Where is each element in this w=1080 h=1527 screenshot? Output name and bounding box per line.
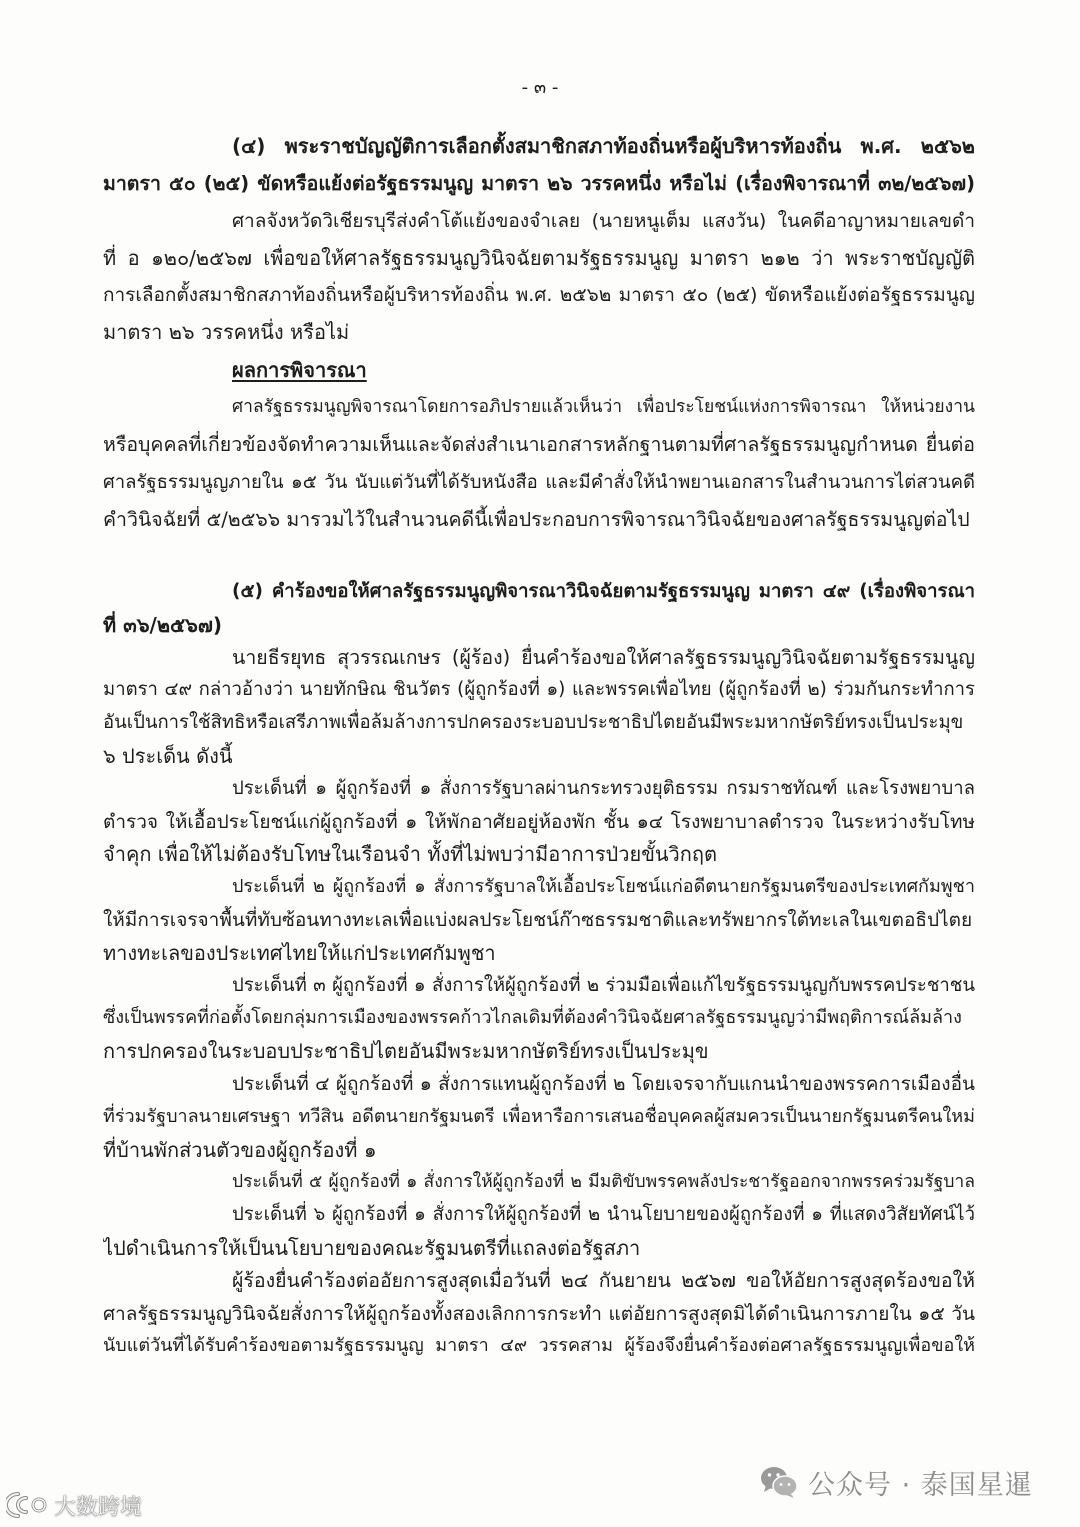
paragraph-line: จำคุก เพื่อให้ไม่ต้องรับโทษในเรือนจำ ทั้งที่ไม่พบว่ามีอาการป่วยขั้นวิกฤต (103, 842, 717, 867)
paragraph-line: อันเป็นการใช้สิทธิหรือเสรีภาพเพื่อล้มล้างการปกครองระบอบประชาธิปไตยอันมีพระมหากษัตริย์ทรงเป็นประมุข (103, 712, 964, 734)
brand-logo-icon (6, 1490, 50, 1520)
paragraph-line: ที่ร่วมรัฐบาลนายเศรษฐา ทวีสิน อดีตนายกรัฐมนตรี เพื่อหารือการเสนอชื่อบุคคลผู้สมควรเป็นนายกรัฐมนตรีคนใหม่ (103, 1105, 975, 1127)
paragraph-line: หรือบุคคลที่เกี่ยวข้องจัดทำความเห็นและจัดส่งสำเนาเอกสารหลักฐานตามที่ศาลรัฐธรรมนูญกำหนด ยื่นต่อ (103, 433, 975, 457)
paragraph-line: คำวินิจฉัยที่ ๕/๒๕๖๖ มารวมไว้ในสำนวนคดีนี้เพื่อประกอบการพิจารณาวินิจฉัยของศาลรัฐธรรมนูญต่อไป (103, 507, 970, 531)
paragraph-line: ซึ่งเป็นพรรคที่ก่อตั้งโดยกลุ่มการเมืองของพรรคก้าวไกลเดิมที่ต้องคำวินิจฉัยศาลรัฐธรรมนูญว่ามีพฤติการณ์ล้มล้าง (103, 1007, 962, 1029)
paragraph-line: นับแต่วันที่ได้รับคำร้องขอตามรัฐธรรมนูญ มาตรา ๔๙ วรรคสาม ผู้ร้องจึงยื่นคำร้องต่อศาลรัฐธรรมนูญเพื่อขอให้ (103, 1335, 975, 1357)
paragraph-line: มาตรา ๒๖ วรรคหนึ่ง หรือไม่ (103, 320, 350, 345)
paragraph-line: นายธีรยุทธ สุวรรณเกษร (ผู้ร้อง) ยื่นคำร้องขอให้ศาลรัฐธรรมนูญวินิจฉัยตามรัฐธรรมนูญ (232, 645, 975, 669)
wechat-icon (760, 1465, 798, 1499)
paragraph-line: ศาลรัฐธรรมนูญวินิจฉัยสั่งการให้ผู้ถูกร้องทั้งสองเลิกการกระทำ แต่อัยการสูงสุดมิได้ดำเนินการภายใน ๑๕ วัน (103, 1302, 975, 1325)
paragraph-line: ที่บ้านพักส่วนตัวของผู้ถูกร้องที่ ๑ (103, 1137, 377, 1162)
paragraph-line: ประเด็นที่ ๓ ผู้ถูกร้องที่ ๑ สั่งการให้ผู้ถูกร้องที่ ๒ ร่วมมือเพื่อแก้ไขรัฐธรรมนูญกับพรรคประชาชน (232, 974, 975, 996)
paragraph-line: ไปดำเนินการให้เป็นนโยบายของคณะรัฐมนตรีที่แถลงต่อรัฐสภา (103, 1235, 641, 1260)
paragraph-line: การปกครองในระบอบประชาธิปไตยอันมีพระมหากษัตริย์ทรงเป็นประมุข (103, 1039, 709, 1064)
wechat-watermark (760, 1462, 1060, 1502)
heading-line: (๕) คำร้องขอให้ศาลรัฐธรรมนูญพิจารณาวินิจฉัยตามรัฐธรรมนูญ มาตรา ๔๙ (เรื่องพิจารณา (232, 581, 975, 602)
agenda-item-4 (103, 128, 975, 538)
heading-line: ที่ ๓๖/๒๕๖๗) (103, 612, 223, 637)
brand-label: 大数跨境 (54, 1494, 143, 1520)
paragraph-line: ให้มีการเจรจาพื้นที่ทับซ้อนทางทะเลเพื่อแบ่งผลประโยชน์ก๊าซธรรมชาติและทรัพยากรใต้ทะเลในเขตอธิปไตย (103, 908, 973, 931)
paragraph-line: ประเด็นที่ ๑ ผู้ถูกร้องที่ ๑ สั่งการรัฐบาลผ่านกระทรวงยุติธรรม กรมราชทัณฑ์ และโรงพยาบาล (232, 777, 975, 799)
item-4-summary (103, 203, 975, 352)
paragraph-line: ศาลจังหวัดวิเชียรบุรีส่งคำโต้แย้งของจำเลย (นายหนูเต็ม แสงวัน) ในคดีอาญาหมายเลขดำ (232, 209, 975, 232)
wechat-account-label: 公众号 · 泰国星暹 (808, 1469, 1033, 1501)
petition-intro (103, 642, 975, 773)
paragraph-line: ประเด็นที่ ๔ ผู้ถูกร้องที่ ๑ สั่งการแทนผู้ถูกร้องที่ ๒ โดยเจรจากับแกนนำของพรรคการเมืองอื่น (232, 1072, 975, 1095)
paragraph-line: ๖ ประเด็น ดังนี้ (103, 743, 233, 768)
paragraph-line: ประเด็นที่ ๖ ผู้ถูกร้องที่ ๑ สั่งการให้ผู้ถูกร้องที่ ๒ นำนโยบายของผู้ถูกร้องที่ ๑ ที่แสดงวิสัยทัศน์ไว้ (232, 1204, 975, 1226)
result-title: ผลการพิจารณา (232, 357, 367, 382)
page-number: - ๓ - (521, 77, 559, 98)
issue-3 (103, 970, 975, 1068)
issue-2 (103, 871, 975, 969)
item-4-heading (103, 128, 975, 203)
paragraph-line: มาตรา ๔๙ กล่าวอ้างว่า นายทักษิณ ชินวัตร (ผู้ถูกร้องที่ ๑) และพรรคเพื่อไทย (ผู้ถูกร้องที่ ๒) ร่วมกันกระทำการ (103, 679, 975, 701)
paragraph-line: ประเด็นที่ ๒ ผู้ถูกร้องที่ ๑ สั่งการรัฐบาลให้เอื้อประโยชน์แก่อดีตนายกรัฐมนตรีของประเทศกัมพูชา (232, 876, 975, 898)
heading-line: มาตรา ๕๐ (๒๕) ขัดหรือแย้งต่อรัฐธรรมนูญ มาตรา ๒๖ วรรคหนึ่ง หรือไม่ (เรื่องพิจารณาที่ ๓๒/๒๕๖๗) (103, 172, 975, 196)
paragraph-line: ศาลรัฐธรรมนูญพิจารณาโดยการอภิปรายแล้วเห็นว่า เพื่อประโยชน์แห่งการพิจารณา ให้หน่วยงาน (232, 397, 975, 418)
paragraph-line: ทางทะเลของประเทศไทยให้แก่ประเทศกัมพูชา (103, 940, 496, 965)
paragraph-line: การเลือกตั้งสมาชิกสภาท้องถิ่นหรือผู้บริหารท้องถิ่น พ.ศ. ๒๕๖๒ มาตรา ๕๐ (๒๕) ขัดหรือแย้งต่อรัฐธรรมนูญ (103, 284, 975, 307)
issue-6 (103, 1199, 975, 1265)
petition-to-attorney-general (103, 1265, 975, 1363)
heading-line: (๔) พระราชบัญญัติการเลือกตั้งสมาชิกสภาท้องถิ่นหรือผู้บริหารท้องถิ่น พ.ศ. ๒๕๖๒ (232, 134, 975, 158)
issue-4 (103, 1068, 975, 1166)
paragraph-line: ศาลรัฐธรรมนูญภายใน ๑๕ วัน นับแต่วันที่ได้รับหนังสือ และมีคำสั่งให้นำพยานเอกสารในสำนวนการไต่สวนคดี (103, 471, 975, 493)
paragraph-line: ที่ อ ๑๒๐/๒๕๖๗ เพื่อขอให้ศาลรัฐธรรมนูญวินิจฉัยตามรัฐธรรมนูญ มาตรา ๒๑๒ ว่า พระราชบัญญัติ (103, 245, 975, 270)
item-4-result (103, 389, 975, 538)
item-5-heading (103, 576, 975, 642)
issue-1 (103, 773, 975, 871)
issue-5 (103, 1166, 975, 1199)
paragraph-line: ตำรวจ ให้เอื้อประโยชน์แก่ผู้ถูกร้องที่ ๑ ให้พักอาศัยอยู่ห้องพัก ชั้น ๑๔ โรงพยาบาลตำรวจ ในระหว่างรับโทษ (103, 810, 975, 833)
agenda-item-5 (103, 576, 975, 1363)
brand-watermark (6, 1488, 206, 1522)
paragraph-line: ประเด็นที่ ๕ ผู้ถูกร้องที่ ๑ สั่งการให้ผู้ถูกร้องที่ ๒ มีมติขับพรรคพลังประชารัฐออกจากพรรคร่วมรัฐบาล (232, 1172, 975, 1193)
paragraph-line: ผู้ร้องยื่นคำร้องต่ออัยการสูงสุดเมื่อวันที่ ๒๔ กันยายน ๒๕๖๗ ขอให้อัยการสูงสุดร้องขอให้ (232, 1268, 975, 1292)
